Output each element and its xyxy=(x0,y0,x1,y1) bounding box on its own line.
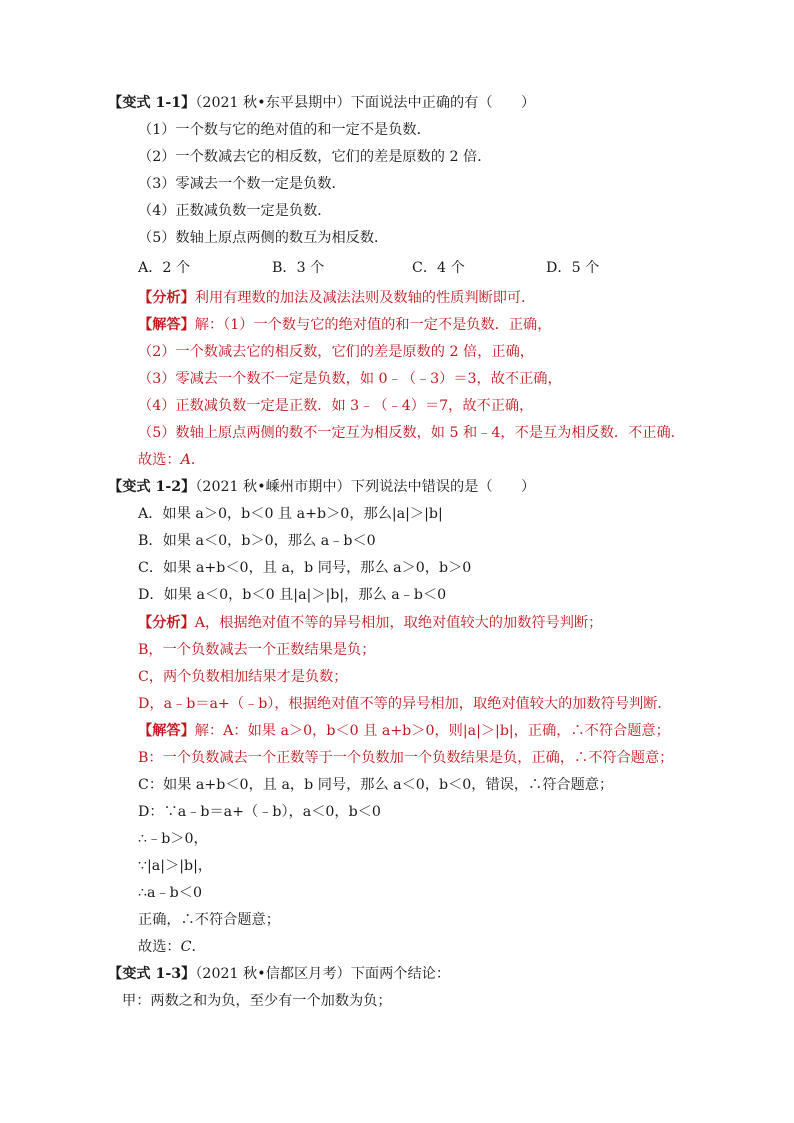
option-a: A．如果 a＞0，b＜0 且 a+b＞0，那么|a|＞|b| xyxy=(138,506,443,522)
answer-line: （5）数轴上原点两侧的数不一定互为相反数，如 5 和﹣4，不是互为相反数．不正确． xyxy=(138,425,685,441)
answer-line: 正确，∴不符合题意； xyxy=(138,912,280,928)
analysis-text: 利用有理数的加法及减法法则及数轴的性质判断即可． xyxy=(194,290,536,306)
answer-line: B：一个负数减去一个正数等于一个负数加一个负数结果是负，正确，∴不符合题意； xyxy=(138,750,674,766)
analysis-line: B，一个负数减去一个正数结果是负； xyxy=(138,642,376,658)
answer-line: （4）正数减负数一定是正数．如 3﹣（﹣4）＝7，故不正确， xyxy=(138,398,534,414)
choice-label: 故选： xyxy=(138,452,181,468)
answer-text: 解：（1）一个数与它的绝对值的和一定不是负数．正确， xyxy=(194,317,552,333)
answer-tag: 【解答】 xyxy=(138,317,195,333)
question-header-1-3 xyxy=(108,965,450,983)
final-choice xyxy=(138,451,205,469)
choice-end: ． xyxy=(191,939,206,955)
option-c: C．4 个 xyxy=(412,260,465,276)
option-c: C．如果 a+b＜0，且 a，b 同号，那么 a＞0，b＞0 xyxy=(138,560,472,576)
answer-line: C：如果 a+b＜0，且 a，b 同号，那么 a＜0，b＜0，错误，∴符合题意； xyxy=(138,777,614,793)
choice-letter: C xyxy=(180,939,192,955)
option-a: A．2 个 xyxy=(138,260,191,276)
question-tag: 【变式 1-3】 xyxy=(108,966,196,982)
analysis-line: D，a﹣b＝a+（﹣b），根据绝对值不等的异号相加，取绝对值较大的加数符号判断． xyxy=(138,696,672,712)
analysis xyxy=(138,614,602,632)
analysis-text: A，根据绝对值不等的异号相加，取绝对值较大的加数符号判断； xyxy=(194,615,603,631)
answer-line: ∵|a|＞|b|， xyxy=(138,858,213,874)
analysis-tag: 【分析】 xyxy=(138,290,195,306)
option-d: D．5 个 xyxy=(546,260,600,276)
final-choice xyxy=(138,938,206,956)
question-stem: 下面两个结论： xyxy=(350,966,451,982)
choice-letter: A xyxy=(180,452,191,468)
statement: 甲：两数之和为负，至少有一个加数为负； xyxy=(122,993,392,1009)
statement: （2）一个数减去它的相反数，它们的差是原数的 2 倍． xyxy=(138,149,492,165)
answer-line: （2）一个数减去它的相反数，它们的差是原数的 2 倍，正确， xyxy=(138,344,534,360)
choice-end: ． xyxy=(190,452,206,468)
answer-text: 解：A：如果 a＞0，b＜0 且 a+b＞0，则|a|＞|b|，正确，∴不符合题意； xyxy=(194,723,670,739)
option-b: B．3 个 xyxy=(272,260,325,276)
statement: （3）零减去一个数一定是负数． xyxy=(138,176,346,192)
question-source: （2021 秋•嵊州市期中） xyxy=(195,479,351,495)
answer-line xyxy=(138,722,670,740)
option-b: B．如果 a＜0，b＞0，那么 a﹣b＜0 xyxy=(138,533,376,549)
answer-line: ∴a﹣b＜0 xyxy=(138,885,202,901)
answer-line: ∴﹣b＞0， xyxy=(138,831,208,847)
question-header-1-1 xyxy=(108,94,535,112)
question-header-1-2 xyxy=(108,478,535,496)
question-source: （2021 秋•信都区月考） xyxy=(195,966,351,982)
answer-tag: 【解答】 xyxy=(138,723,195,739)
question-source: （2021 秋•东平县期中） xyxy=(195,95,351,111)
question-stem: 下列说法中错误的是（ ） xyxy=(350,479,536,495)
statement: （5）数轴上原点两侧的数互为相反数． xyxy=(138,230,389,246)
choice-label: 故选： xyxy=(138,939,181,955)
statement: （1）一个数与它的绝对值的和一定不是负数． xyxy=(138,122,431,138)
question-tag: 【变式 1-2】 xyxy=(108,479,196,495)
statement: （4）正数减负数一定是负数． xyxy=(138,203,332,219)
answer-line: D：∵a﹣b＝a+（﹣b），a＜0，b＜0 xyxy=(138,804,381,820)
question-stem: 下面说法中正确的有（ ） xyxy=(350,95,536,111)
option-d: D．如果 a＜0，b＜0 且|a|＞|b|，那么 a﹣b＜0 xyxy=(138,587,447,603)
answer-line: （3）零减去一个数不一定是负数，如 0﹣（﹣3）＝3，故不正确， xyxy=(138,371,562,387)
analysis xyxy=(138,289,535,307)
question-tag: 【变式 1-1】 xyxy=(108,95,196,111)
analysis-tag: 【分析】 xyxy=(138,615,195,631)
answer-line xyxy=(138,316,551,334)
analysis-line: C，两个负数相加结果才是负数； xyxy=(138,669,348,685)
